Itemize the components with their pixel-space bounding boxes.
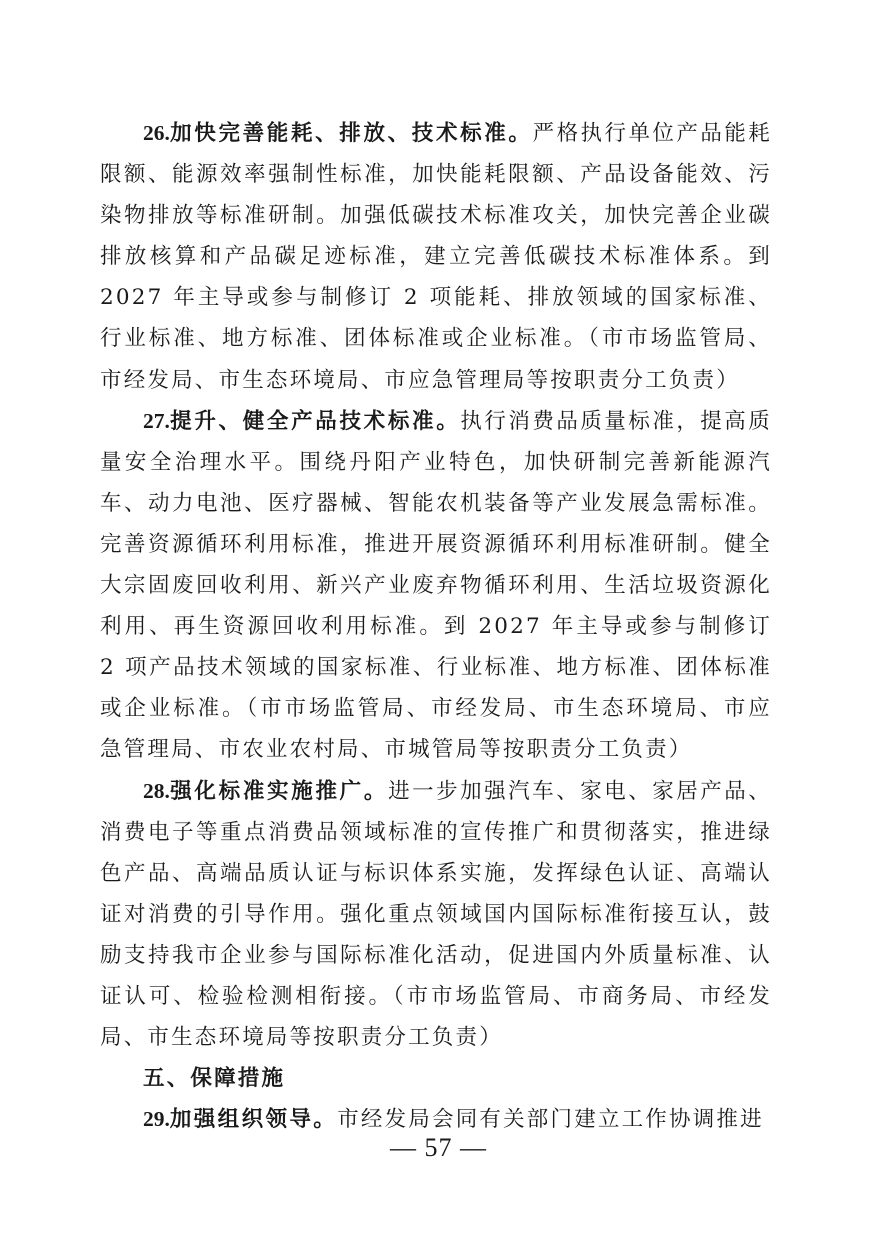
item-number: 29. <box>143 1107 170 1132</box>
item-body: 市经发局会同有关部门建立工作协调推进 <box>337 1107 764 1133</box>
item-number: 27. <box>143 408 170 433</box>
item-title: 强化标准实施推广。 <box>169 778 389 804</box>
paragraph-item-27 <box>100 401 772 771</box>
item-title: 加强组织领导。 <box>169 1107 338 1133</box>
paragraph-item-28 <box>100 771 772 1059</box>
item-body: 严格执行单位产品能耗限额、能源效率强制性标准，加快能耗限额、产品设备能效、污染物排放等标准研制。加强低碳技术标准攻关，加快完善企业碳排放核算和产品碳足迹标准，建立完善低碳技术标准体系。到 2027 年主导或参与制修订 2 项能耗、排放领域的国家标准、行业标准、地方标准、团体标准或企业标准。（市市场监管局、市经发局、市生态环境局、市应急管理局等按职责分工负责） <box>100 121 772 393</box>
section-heading: 五、保障措施 <box>143 1066 286 1092</box>
item-body: 执行消费品质量标准，提高质量安全治理水平。围绕丹阳产业特色，加快研制完善新能源汽车、动力电池、医疗器械、智能农机装备等产业发展急需标准。完善资源循环利用标准，推进开展资源循环利用标准研制。健全大宗固废回收利用、新兴产业废弃物循环利用、生活垃圾资源化利用、再生资源回收利用标准。到 2027 年主导或参与制修订 2 项产品技术领域的国家标准、行业标准、地方标准、团体标准或企业标准。（市市场监管局、市经发局、市生态环境局、市应急管理局、市农业农村局、市城管局等按职责分工负责） <box>100 408 772 763</box>
item-body: 进一步加强汽车、家电、家居产品、消费电子等重点消费品领域标准的宣传推广和贯彻落实，推进绿色产品、高端品质认证与标识体系实施，发挥绿色认证、高端认证对消费的引导作用。强化重点领域国内国际标准衔接互认，鼓励支持我市企业参与国际标准化活动，促进国内外质量标准、认证认可、检验检测相衔接。（市市场监管局、市商务局、市经发局、市生态环境局等按职责分工负责） <box>100 778 772 1051</box>
page-number: — 57 — <box>390 1133 487 1162</box>
paragraph-item-26 <box>100 113 772 401</box>
item-number: 28. <box>143 778 170 803</box>
item-title: 提升、健全产品技术标准。 <box>169 408 461 434</box>
item-title: 加快完善能耗、排放、技术标准。 <box>169 121 533 146</box>
document-body <box>100 113 772 1140</box>
item-number: 26. <box>143 121 170 145</box>
